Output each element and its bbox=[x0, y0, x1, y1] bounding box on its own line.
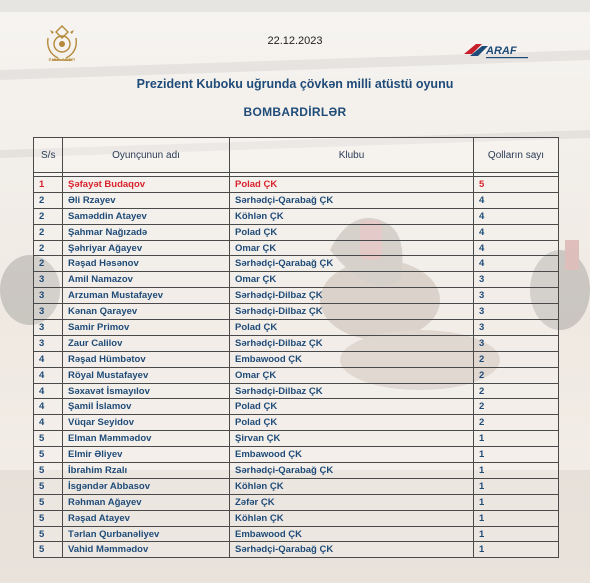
cell-club: Köhlən ÇK bbox=[230, 510, 474, 526]
table-header-row bbox=[34, 138, 559, 173]
cell-player-name: İbrahim Rzalı bbox=[63, 463, 230, 479]
cell-player-name: Səxavət İsmayılov bbox=[63, 383, 230, 399]
cell-club: Sərhədçi-Qarabağ ÇK bbox=[230, 192, 474, 208]
cell-player-name: Arzuman Mustafayev bbox=[63, 288, 230, 304]
cell-goals: 5 bbox=[474, 177, 559, 193]
cell-rank: 3 bbox=[34, 335, 63, 351]
table-row bbox=[34, 494, 559, 510]
cell-player-name: Röyal Mustafayev bbox=[63, 367, 230, 383]
cell-rank: 2 bbox=[34, 256, 63, 272]
column-header-goals: Qolların sayı bbox=[474, 138, 559, 173]
table-row bbox=[34, 192, 559, 208]
cell-player-name: Rəşad Həsənov bbox=[63, 256, 230, 272]
cell-club: Embawood ÇK bbox=[230, 447, 474, 463]
cell-player-name: Vahid Məmmədov bbox=[63, 542, 230, 558]
cell-goals: 4 bbox=[474, 208, 559, 224]
table-row bbox=[34, 208, 559, 224]
table-row bbox=[34, 224, 559, 240]
cell-rank: 4 bbox=[34, 383, 63, 399]
cell-player-name: Rəşad Hümbətov bbox=[63, 351, 230, 367]
cell-goals: 1 bbox=[474, 542, 559, 558]
cell-club: Omar ÇK bbox=[230, 240, 474, 256]
table-body bbox=[34, 173, 559, 558]
table-row bbox=[34, 431, 559, 447]
table-row bbox=[34, 335, 559, 351]
cell-club: Sərhədçi-Dilbaz ÇK bbox=[230, 383, 474, 399]
cell-goals: 2 bbox=[474, 351, 559, 367]
cell-player-name: Zaur Calilov bbox=[63, 335, 230, 351]
cell-goals: 4 bbox=[474, 192, 559, 208]
page-title: Prezident Kuboku uğrunda çövkən milli atüstü oyunu bbox=[136, 77, 454, 91]
cell-club: Şirvan ÇK bbox=[230, 431, 474, 447]
cell-club: Polad ÇK bbox=[230, 320, 474, 336]
cell-rank: 5 bbox=[34, 494, 63, 510]
cell-goals: 3 bbox=[474, 272, 559, 288]
cell-goals: 4 bbox=[474, 256, 559, 272]
cell-club: Embawood ÇK bbox=[230, 351, 474, 367]
cell-goals: 2 bbox=[474, 415, 559, 431]
cell-rank: 3 bbox=[34, 304, 63, 320]
cell-goals: 1 bbox=[474, 431, 559, 447]
table-row bbox=[34, 351, 559, 367]
cell-player-name: Rəşad Atayev bbox=[63, 510, 230, 526]
cell-club: Zəfər ÇK bbox=[230, 494, 474, 510]
table-row bbox=[34, 177, 559, 193]
cell-rank: 4 bbox=[34, 399, 63, 415]
cell-club: Köhlən ÇK bbox=[230, 208, 474, 224]
cell-goals: 1 bbox=[474, 510, 559, 526]
cell-rank: 4 bbox=[34, 415, 63, 431]
cell-goals: 1 bbox=[474, 478, 559, 494]
cell-goals: 2 bbox=[474, 383, 559, 399]
cell-goals: 4 bbox=[474, 224, 559, 240]
cell-rank: 5 bbox=[34, 510, 63, 526]
document-date: 22.12.2023 bbox=[267, 35, 323, 47]
cell-rank: 5 bbox=[34, 447, 63, 463]
cell-rank: 3 bbox=[34, 320, 63, 336]
cell-rank: 3 bbox=[34, 288, 63, 304]
cell-rank: 4 bbox=[34, 367, 63, 383]
table-row bbox=[34, 399, 559, 415]
cell-player-name: Kənan Qarayev bbox=[63, 304, 230, 320]
cell-rank: 5 bbox=[34, 431, 63, 447]
cell-player-name: Samir Primov bbox=[63, 320, 230, 336]
cell-club: Sərhədçi-Qarabağ ÇK bbox=[230, 542, 474, 558]
cell-club: Sərhədçi-Dilbaz ÇK bbox=[230, 288, 474, 304]
cell-player-name: Rəhman Ağayev bbox=[63, 494, 230, 510]
cell-goals: 2 bbox=[474, 367, 559, 383]
table-row bbox=[34, 304, 559, 320]
cell-goals: 3 bbox=[474, 320, 559, 336]
cell-club: Sərhədçi-Dilbaz ÇK bbox=[230, 335, 474, 351]
cell-goals: 3 bbox=[474, 304, 559, 320]
scorers-table bbox=[33, 137, 559, 558]
cell-rank: 1 bbox=[34, 177, 63, 193]
cell-rank: 2 bbox=[34, 240, 63, 256]
cell-player-name: İsgəndər Abbasov bbox=[63, 478, 230, 494]
cell-player-name: Saməddin Atayev bbox=[63, 208, 230, 224]
cell-club: Sərhədçi-Qarabağ ÇK bbox=[230, 256, 474, 272]
table-row bbox=[34, 240, 559, 256]
emblem-logo-caption: BHIR-AGDR bbox=[48, 57, 76, 62]
cell-goals: 4 bbox=[474, 240, 559, 256]
cell-player-name: Şamil İslamov bbox=[63, 399, 230, 415]
column-header-club: Klubu bbox=[230, 138, 474, 173]
cell-goals: 2 bbox=[474, 399, 559, 415]
cell-goals: 1 bbox=[474, 494, 559, 510]
araf-logo-text: ARAF bbox=[486, 45, 517, 57]
cell-player-name: Şəfayət Budaqov bbox=[63, 177, 230, 193]
table-row bbox=[34, 272, 559, 288]
table-row bbox=[34, 542, 559, 558]
cell-club: Polad ÇK bbox=[230, 415, 474, 431]
cell-rank: 5 bbox=[34, 478, 63, 494]
cell-rank: 5 bbox=[34, 526, 63, 542]
table-row bbox=[34, 367, 559, 383]
table-row bbox=[34, 447, 559, 463]
cell-player-name: Amil Namazov bbox=[63, 272, 230, 288]
cell-rank: 5 bbox=[34, 542, 63, 558]
cell-player-name: Elmir Əliyev bbox=[63, 447, 230, 463]
cell-club: Omar ÇK bbox=[230, 367, 474, 383]
cell-goals: 3 bbox=[474, 335, 559, 351]
cell-goals: 1 bbox=[474, 526, 559, 542]
cell-club: Sərhədçi-Dilbaz ÇK bbox=[230, 304, 474, 320]
cell-club: Polad ÇK bbox=[230, 177, 474, 193]
cell-rank: 3 bbox=[34, 272, 63, 288]
cell-goals: 3 bbox=[474, 288, 559, 304]
cell-player-name: Tərlan Qurbanəliyev bbox=[63, 526, 230, 542]
cell-club: Polad ÇK bbox=[230, 224, 474, 240]
cell-club: Omar ÇK bbox=[230, 272, 474, 288]
cell-player-name: Şahmar Nağızadə bbox=[63, 224, 230, 240]
table-row bbox=[34, 478, 559, 494]
cell-rank: 5 bbox=[34, 463, 63, 479]
cell-goals: 1 bbox=[474, 463, 559, 479]
cell-player-name: Əli Rzayev bbox=[63, 192, 230, 208]
cell-club: Sərhədçi-Qarabağ ÇK bbox=[230, 463, 474, 479]
cell-player-name: Şəhriyar Ağayev bbox=[63, 240, 230, 256]
cell-rank: 2 bbox=[34, 224, 63, 240]
cell-rank: 2 bbox=[34, 192, 63, 208]
table-row bbox=[34, 383, 559, 399]
table-row bbox=[34, 526, 559, 542]
table-row bbox=[34, 463, 559, 479]
cell-goals: 1 bbox=[474, 447, 559, 463]
cell-rank: 4 bbox=[34, 351, 63, 367]
page-subtitle: BOMBARDİRLƏR bbox=[243, 105, 347, 119]
column-header-rank: S/s bbox=[34, 138, 63, 173]
table-row bbox=[34, 510, 559, 526]
cell-club: Köhlən ÇK bbox=[230, 478, 474, 494]
table-row bbox=[34, 256, 559, 272]
cell-rank: 2 bbox=[34, 208, 63, 224]
table-row bbox=[34, 288, 559, 304]
cell-player-name: Elman Məmmədov bbox=[63, 431, 230, 447]
table-row bbox=[34, 415, 559, 431]
column-header-player: Oyunçunun adı bbox=[63, 138, 230, 173]
cell-club: Polad ÇK bbox=[230, 399, 474, 415]
cell-player-name: Vüqar Seyidov bbox=[63, 415, 230, 431]
cell-club: Embawood ÇK bbox=[230, 526, 474, 542]
table-row bbox=[34, 320, 559, 336]
